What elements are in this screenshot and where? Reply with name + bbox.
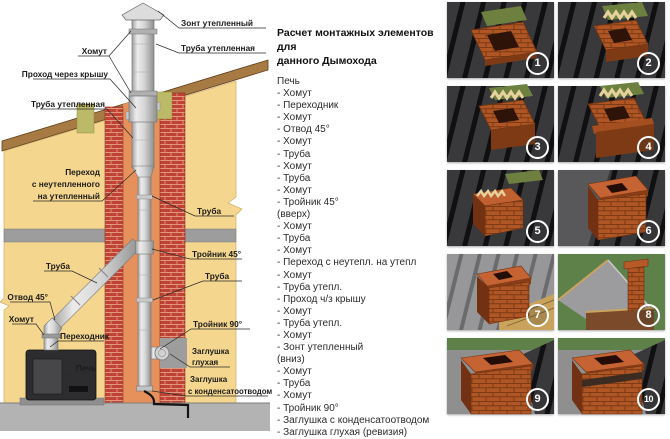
list-item: Печь bbox=[277, 76, 300, 87]
list-item: - Проход ч/з крышу bbox=[277, 293, 366, 305]
list-item: - Труба bbox=[277, 172, 311, 184]
list-item: - Переходник bbox=[277, 100, 339, 112]
svg-text:с конденсатоотводом: с конденсатоотводом bbox=[188, 387, 273, 396]
label-insulated-pipe-right: Труба утепленная bbox=[181, 43, 256, 53]
list-item: - Хомут bbox=[277, 366, 312, 378]
photo-step-2 bbox=[558, 2, 665, 78]
clamp bbox=[129, 29, 157, 34]
ground-floor bbox=[0, 403, 270, 431]
label-roof-passage: Проход через крышу bbox=[21, 69, 108, 79]
label-condensate-plug: Заглушка bbox=[190, 375, 228, 384]
list-item: - Заглушка с конденсатоотводом bbox=[277, 414, 430, 426]
step-number: 6 bbox=[637, 220, 660, 243]
list-item: - Тройник 90° bbox=[277, 402, 339, 414]
step-number: 1 bbox=[526, 52, 549, 75]
photo-step-10 bbox=[558, 338, 665, 414]
list-item: - Хомут bbox=[277, 329, 312, 341]
roof-pass-segment bbox=[129, 96, 157, 122]
diagram-canvas bbox=[0, 0, 273, 431]
construction-steps bbox=[447, 2, 670, 414]
label-tee-45: Тройник 45° bbox=[192, 249, 242, 259]
photo-step-9 bbox=[447, 338, 554, 414]
step-number: 10 bbox=[637, 388, 660, 411]
list-item: - Хомут bbox=[277, 136, 312, 148]
list-item: - Заглушка глухая (ревизия) bbox=[277, 426, 408, 438]
step-number: 8 bbox=[637, 304, 660, 327]
list-item: (вверх) bbox=[277, 209, 311, 221]
page-title: Расчет монтажных элементов для данного Дымохода bbox=[277, 27, 434, 67]
step-number: 9 bbox=[526, 388, 549, 411]
list-item: - Труба утепл. bbox=[277, 281, 343, 293]
elements-list-pane bbox=[270, 0, 447, 438]
list-item: - Зонт утепленный bbox=[277, 342, 364, 354]
list-item: - Хомут bbox=[277, 305, 312, 317]
chimney-diagram bbox=[0, 0, 273, 431]
step-number: 2 bbox=[637, 52, 660, 75]
floor-slab bbox=[185, 229, 236, 242]
step-number: 4 bbox=[637, 136, 660, 159]
svg-text:на утепленный: на утепленный bbox=[37, 191, 100, 201]
photo-step-7 bbox=[447, 254, 554, 330]
step-number: 5 bbox=[526, 220, 549, 243]
list-item: - Хомут bbox=[277, 390, 312, 402]
list-item: - Хомут bbox=[277, 88, 312, 100]
list-item: - Труба утепл. bbox=[277, 317, 343, 329]
step-number: 7 bbox=[526, 304, 549, 327]
list-item: - Труба bbox=[277, 233, 311, 245]
label-pipe-upper: Труба bbox=[197, 206, 222, 216]
photo-step-6 bbox=[558, 170, 665, 246]
clamp bbox=[129, 91, 157, 96]
list-item: - Переход с неутепл. на утепл bbox=[277, 257, 417, 269]
label-pipe-lower: Труба bbox=[205, 271, 230, 281]
label-stove: Печь bbox=[76, 363, 97, 373]
list-item: - Труба bbox=[277, 148, 311, 160]
label-transition: Переход bbox=[65, 167, 100, 177]
photo-step-5 bbox=[447, 170, 554, 246]
list-item: - Хомут bbox=[277, 245, 312, 257]
label-adapter: Переходник bbox=[60, 331, 110, 341]
step-number: 3 bbox=[526, 136, 549, 159]
list-item: - Тройник 45° bbox=[277, 196, 339, 208]
clamp bbox=[42, 334, 60, 338]
svg-text:глухая: глухая bbox=[192, 358, 219, 367]
list-item: - Хомут bbox=[277, 221, 312, 233]
list-item: - Труба bbox=[277, 378, 311, 390]
list-item: - Отвод 45° bbox=[277, 124, 330, 136]
label-clamp-bottom: Хомут bbox=[8, 314, 34, 324]
photo-step-3 bbox=[447, 86, 554, 162]
list-item: (вниз) bbox=[277, 354, 305, 366]
label-insulated-pipe-left: Труба утепленная bbox=[30, 99, 105, 109]
list-item: - Хомут bbox=[277, 269, 312, 281]
label-pipe-diagonal: Труба bbox=[45, 261, 70, 271]
list-item: - Хомут bbox=[277, 184, 312, 196]
label-tee-90: Тройник 90° bbox=[193, 319, 243, 329]
list-item: - Хомут bbox=[277, 160, 312, 172]
label-clamp-top: Хомут bbox=[81, 46, 107, 56]
rain-cap bbox=[122, 3, 164, 20]
floor-slab bbox=[4, 229, 105, 242]
photo-step-1 bbox=[447, 2, 554, 78]
photo-step-4 bbox=[558, 86, 665, 162]
stove bbox=[20, 350, 104, 405]
label-elbow-45: Отвод 45° bbox=[7, 292, 48, 302]
label-blind-plug: Заглушка bbox=[192, 347, 230, 356]
elements-list bbox=[277, 76, 447, 439]
list-item: - Хомут bbox=[277, 112, 312, 124]
label-rain-cap: Зонт утепленный bbox=[181, 18, 254, 28]
tee-45 bbox=[136, 241, 154, 254]
svg-text:с неутепленного: с неутепленного bbox=[31, 179, 100, 189]
photo-step-8 bbox=[558, 254, 665, 330]
